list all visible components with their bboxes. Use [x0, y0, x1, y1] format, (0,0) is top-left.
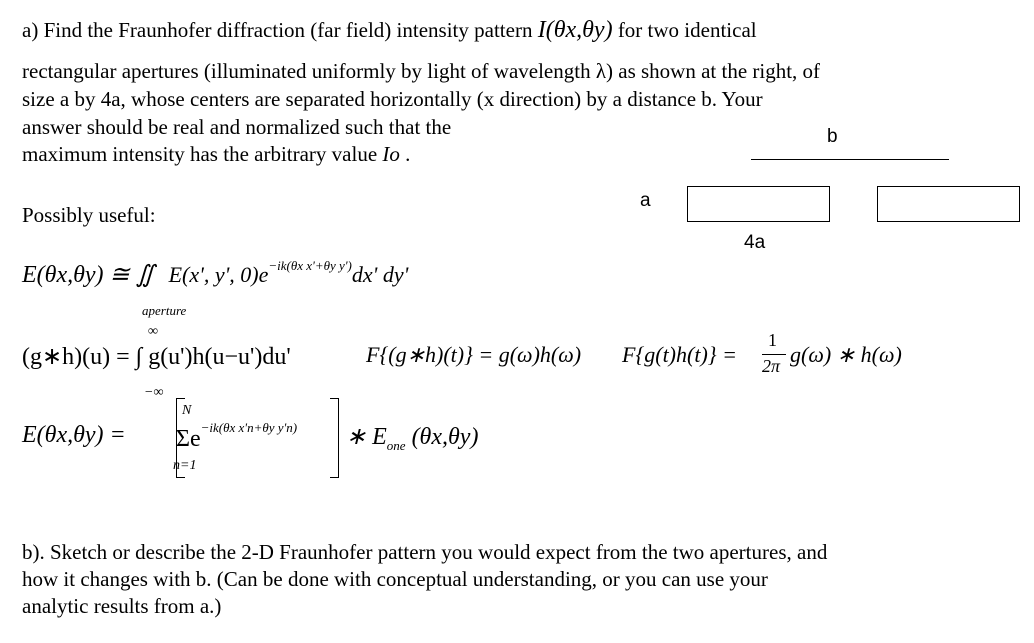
eq2-numerator: 1 — [768, 330, 777, 350]
eq3-sum — [176, 420, 297, 453]
label-4a: 4a — [744, 232, 766, 253]
part-a-line-5 — [22, 142, 410, 166]
eq1-lhs: E(θx,θy) ≅ ∬ — [22, 262, 155, 288]
part-a-line-3: size a by 4a, whose centers are separated horizontally (x direction) by a distance b. Your — [22, 87, 763, 111]
intensity-symbol: I(θx,θy) — [537, 17, 613, 43]
part-a-line-4: answer should be real and normalized such that the — [22, 115, 452, 139]
sum-symbol: Σe — [176, 426, 201, 452]
eq3-upper-limit: N — [182, 403, 192, 418]
aperture-left — [687, 186, 830, 222]
eq1-tail: dx' dy' — [351, 262, 409, 287]
eq2-denominator: 2π — [762, 356, 781, 376]
eq2-lower-limit: −∞ — [144, 385, 164, 400]
eq3-one: one — [386, 437, 406, 453]
eq3-lhs: E(θx,θy) = — [22, 422, 126, 448]
i0-symbol: Io — [382, 142, 400, 166]
separation-line — [751, 159, 949, 160]
equation-1 — [22, 258, 408, 289]
part-b-line-1: b). Sketch or describe the 2-D Fraunhofer pattern you would expect from the two apertures, and — [22, 540, 828, 564]
eq3-lower-limit: n=1 — [173, 458, 197, 473]
aperture-right — [877, 186, 1020, 222]
label-a: a — [640, 190, 651, 211]
equation-2c: F{g(t)h(t)} = — [622, 342, 737, 367]
fraction-bar — [762, 354, 786, 355]
text: for two identical — [612, 18, 757, 42]
equation-2a: (g∗h)(u) = ∫ g(u')h(u−u')du' — [22, 344, 291, 370]
eq3-args: (θx,θy) — [411, 424, 479, 450]
possibly-useful-label: Possibly useful: — [22, 203, 156, 227]
text: a) Find the Fraunhofer diffraction (far field) intensity pattern — [22, 18, 538, 42]
right-bracket — [330, 398, 339, 478]
part-a-line-2: rectangular apertures (illuminated uniformly by light of wavelength λ) as shown at the right, of — [22, 59, 821, 83]
eq3-rhs — [346, 422, 478, 454]
eq1-subscript: aperture — [142, 303, 187, 318]
equation-2d: g(ω) ∗ h(ω) — [790, 342, 902, 367]
part-b-line-3: analytic results from a.) — [22, 594, 222, 618]
eq2-upper-limit: ∞ — [148, 324, 158, 339]
eq1-exponent: −ik(θx x'+θy y') — [268, 258, 352, 273]
text: . — [399, 142, 411, 166]
equation-2b: F{(g∗h)(t)} = g(ω)h(ω) — [366, 342, 582, 367]
label-b: b — [827, 126, 838, 147]
text: maximum intensity has the arbitrary value — [22, 142, 383, 166]
part-a-line-1 — [22, 18, 757, 42]
part-b-line-2: how it changes with b. (Can be done with conceptual understanding, or you can use your — [22, 567, 768, 591]
eq3-e: ∗ E — [346, 424, 387, 450]
eq3-exponent: −ik(θx x'n+θy y'n) — [200, 420, 298, 435]
eq1-rhs: E(x', y', 0)e — [168, 262, 269, 287]
